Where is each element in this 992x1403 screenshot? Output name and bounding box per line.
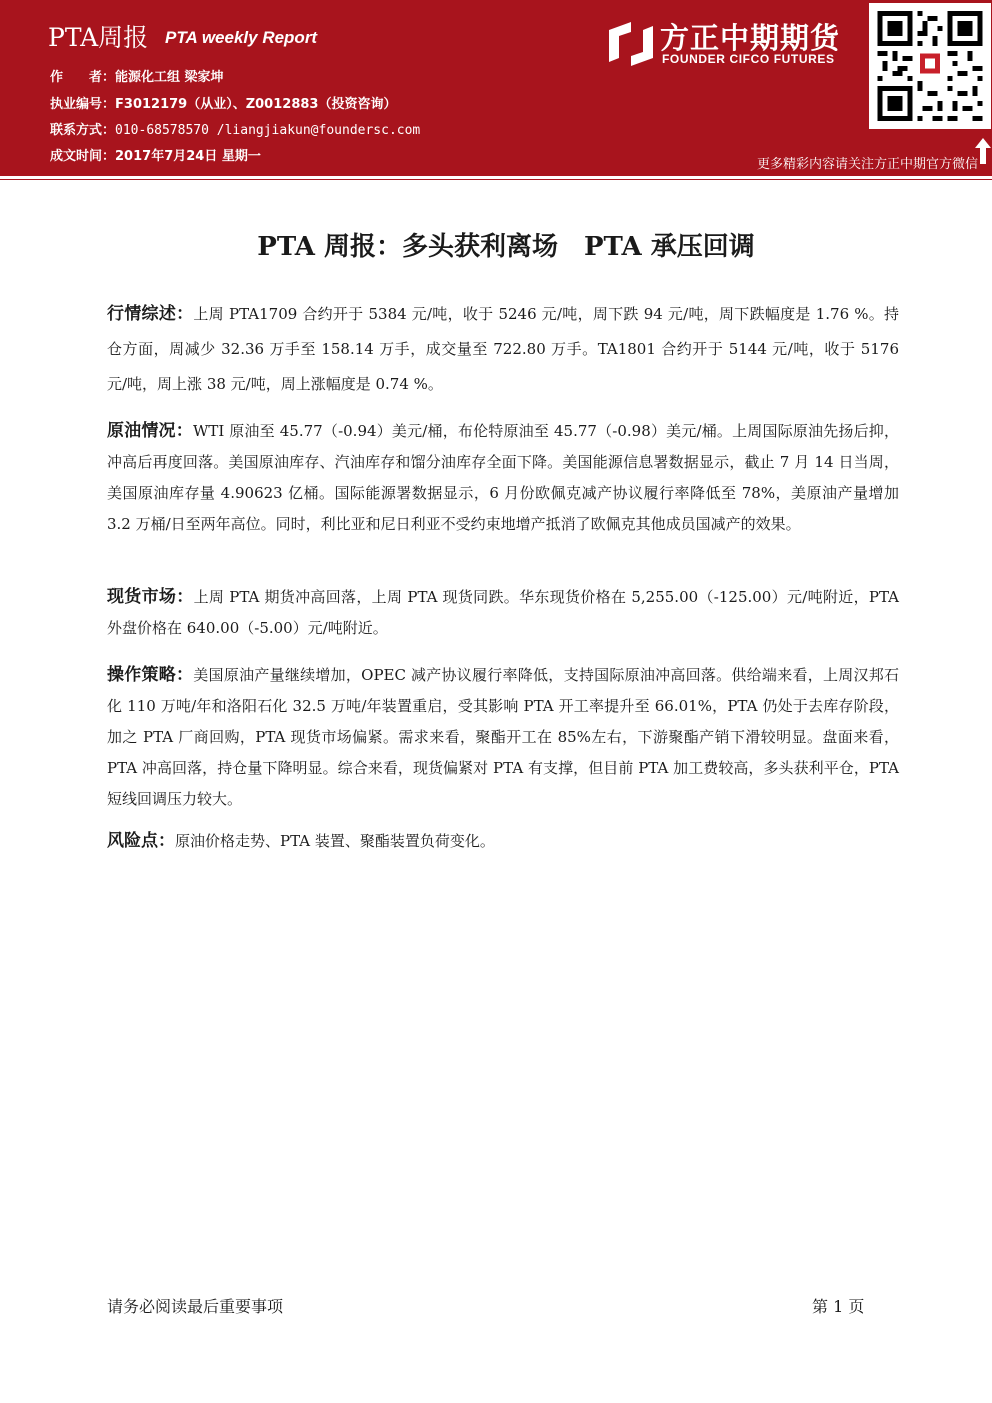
logo-name-en: FOUNDER CIFCO FUTURES [662, 52, 835, 66]
document-title: PTA 周报：多头获利离场 PTA 承压回调 [257, 232, 755, 262]
section-label: 行情综述： [107, 304, 194, 324]
section-label: 原油情况： [107, 421, 193, 441]
author-label: 作 者： [50, 70, 116, 85]
header-divider [0, 172, 992, 176]
logo-name-cn: 方正中期期货 [660, 21, 841, 55]
date-value: 2017年7月24日 星期一 [115, 149, 261, 164]
section-text: 美国原油产量继续增加，OPEC 减产协议履行率降低，支持国际原油冲高回落。供给端来看，上周汉邦石化 110 万吨/年和洛阳石化 32.5 万吨/年装置重启，受其影响 PTA 开工率提升至 66.01%，PTA 仍处于去库存阶段，加之 PTA 厂商回购，PTA 现货市场偏紧。需求来看，聚酯开工在 85%左右，下游聚酯产销下滑较明显。盘面来看，PTA 冲高回落，持仓量下降明显。综合来看，现货偏紧对 PTA 有支撑，但目前 PTA 加工费较高，多头获利平仓，PTA 短线回调压力较大。 [107, 666, 900, 808]
section-crude-oil [107, 416, 899, 540]
contact-value[interactable]: 010-68578570 /liangjiakun@foundersc.com [115, 123, 421, 138]
wechat-follow-note: 更多精彩内容请关注方正中期官方微信 [756, 157, 978, 172]
header-divider-thin [0, 179, 992, 180]
meta-contact [50, 119, 420, 138]
section-text: WTI 原油至 45.77（-0.94）美元/桶，布伦特原油至 45.77（-0.98）美元/桶。上周国际原油先扬后抑，冲高后再度回落。美国原油库存、汽油库存和馏分油库存全面下降。美国能源信息署数据显示，截止 7 月 14 日当周，美国原油库存量 4.90623 亿桶。国际能源署数据显示，6 月份欧佩克减产协议履行率降低至 78%，美原油产量增加 3.2 万桶/日至两年高位。同时，利比亚和尼日利亚不受约束地增产抵消了欧佩克其他成员国减产的效果。 [107, 422, 899, 533]
section-label: 现货市场： [107, 587, 194, 607]
section-strategy [107, 660, 899, 815]
meta-author [50, 66, 224, 85]
section-spot-market [107, 582, 899, 644]
section-label: 操作策略： [107, 665, 194, 685]
license-value: F3012179（从业）、Z0012883（投资咨询） [115, 97, 397, 112]
section-text: 上周 PTA1709 合约开于 5384 元/吨，收于 5246 元/吨，周下跌 94 元/吨，周下跌幅度是 1.76 %。持仓方面，周减少 32.36 万手至 158.14 万手，成交量至 722.80 万手。TA1801 合约开于 5144 元/吨，收于 5176 元/吨，周上涨 38 元/吨，周上涨幅度是 0.74 %。 [107, 305, 899, 393]
report-subtitle: PTA weekly Report [165, 28, 318, 47]
license-label: 执业编号： [50, 97, 116, 112]
page-number: 第 1 页 [812, 1297, 865, 1316]
founder-logo-icon [609, 22, 653, 66]
section-market-summary [107, 297, 899, 402]
meta-license [50, 93, 396, 112]
header-band [0, 0, 992, 172]
report-title: PTA周报 [48, 23, 149, 52]
section-label: 风险点： [107, 831, 175, 851]
date-label: 成文时间： [50, 149, 116, 164]
contact-label: 联系方式： [50, 123, 116, 138]
author-value: 能源化工组 梁家坤 [115, 70, 224, 85]
footer-disclaimer-note: 请务必阅读最后重要事项 [107, 1297, 284, 1316]
qr-code-icon [869, 3, 991, 129]
section-text: 原油价格走势、PTA 装置、聚酯装置负荷变化。 [175, 832, 495, 850]
section-risk [107, 826, 899, 857]
meta-date [50, 145, 261, 164]
section-text: 上周 PTA 期货冲高回落，上周 PTA 现货同跌。华东现货价格在 5,255.00（-125.00）元/吨附近，PTA 外盘价格在 640.00（-5.00）元/吨附近。 [107, 588, 900, 637]
